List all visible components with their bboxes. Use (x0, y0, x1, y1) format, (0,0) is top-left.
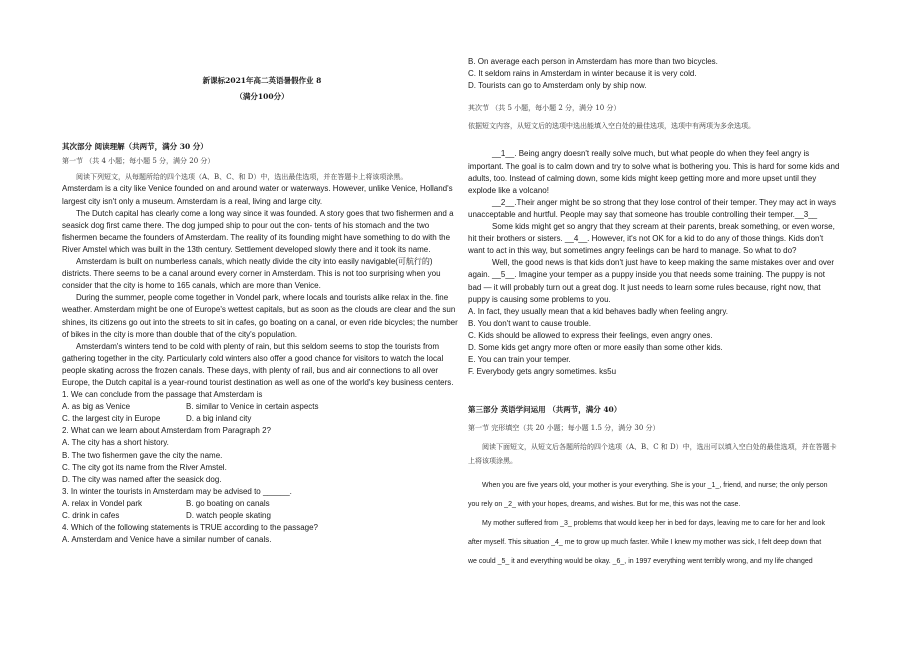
passage-paragraph: Well, the good news is that kids don't just have to keep making the same mistakes over and over again. __5__. Imagine your temper as a puppy inside you that needs some training. The puppy is not bad — it will probably turn out a great dog. It just needs to learn some rules because, right now, that puppy is causing some problems to you. (468, 258, 835, 304)
part3-heading: 第三部分 英语学问运用 （共两节，满分 40） (468, 405, 622, 415)
page-title: 新课标2021年高二英语暑假作业 8 (202, 76, 322, 85)
left-column (62, 0, 462, 546)
cloze-line: My mother suffered from _3_ problems that would keep her in bed for days, leaving me to care for her and look (482, 520, 826, 528)
answer-option: D. The city was named after the seasick dog. (62, 474, 222, 484)
right-column (468, 0, 840, 569)
answer-option: A. relax in Vondel park (62, 498, 143, 508)
score-note: （满分100分） (235, 92, 289, 102)
passage-paragraph: During the summer, people come together in Vondel park, where locals and tourists alike relax in the. fine weather. Amsterdam might be one of Europe's wettest capitals, but as soon as the clouds are clear and the sun shines, its citizens go out into the streets to sit in cafes, go boating on a canal, or even ride bicycles; the number of bikes in the city is more than double that of the city's population. (62, 293, 458, 339)
answer-option: D. Some kids get angry more often or more easily than some other kids. (468, 342, 723, 352)
answer-option: E. You can train your temper. (468, 355, 571, 365)
passage-paragraph: __2__.Their anger might be so strong that they lose control of their temper. They may act in ways unacceptable and hurtful. People may say that someone has trouble controlling their temper.__3__ (468, 197, 837, 219)
question-stem: 3. In winter the tourists in Amsterdam may be advised to ______. (62, 486, 292, 496)
answer-option: C. Kids should be allowed to express their feelings, even angry ones. (468, 330, 713, 340)
passage-paragraph: Amsterdam's winters tend to be cold with plenty of rain, but this seldom seems to stop the tourists from gathering together in the city. Particularly cold winters also offer a good chance for visitors to watch the local people skating across the frozen canals. These days, with plenty of rail, bus and air connections to all over Europe, the Dutch capital is a year-round tourist destination as well as one of the world's key business centers. (62, 341, 454, 387)
answer-option: D. Tourists can go to Amsterdam only by ship now. (468, 81, 647, 91)
passage-paragraph: Amsterdam is a city like Venice founded on and around water or waterways. However, unlike Venice, Holland's largest city isn't only a museum. Amsterdam is a real, living and large city. (62, 184, 453, 206)
cloze-line: after myself. This situation _4_ me to grow up much faster. While I knew my mother was sick, I felt deep down that (468, 539, 822, 547)
answer-option: A. as big as Venice (62, 402, 131, 412)
passage-paragraph: Some kids might get so angry that they scream at their parents, break something, or even worse, hit their brothers or sisters. __4__. However, it's not OK for a kid to do any of those things. Kids don't want to act in this way, but sometimes angry feelings can be hard to manage. So what to do? (468, 222, 835, 256)
cloze-line: When you are five years old, your mother is your everything. She is your _1_, friend, and nurse; the only person (482, 482, 828, 490)
answer-option: D. a big inland city (186, 414, 252, 424)
answer-option: A. Amsterdam and Venice have a similar number of canals. (62, 535, 272, 545)
answer-option: F. Everybody gets angry sometimes. ks5u (468, 367, 617, 377)
section1-instructions: 阅读下列短文，从每题所给的四个选项（A、B、C、和 D）中，选出最佳选项，并在答题卡上将该项涂黑。 (76, 173, 408, 182)
answer-option: B. similar to Venice in certain aspects (186, 402, 319, 412)
part3-section1-heading: 第一节 完形填空（共 20 小题；每小题 1.5 分，满分 30 分） (468, 424, 660, 433)
passage-paragraph: __1__. Being angry doesn't really solve much, but what people do when they feel angry is important. The goal is to calm down and try to solve what is bothering you. This is hard for some kids and adults, too. Instead of calming down, some kids might keep getting more and more upset until they explode like a volcano! (468, 149, 840, 195)
passage-paragraph: Amsterdam is built on numberless canals, which neatly divide the city into easily navigable(可航行的) districts. There seems to be a canal around every corner in Amsterdam. This is not too surprising when you consider that the city is home to 165 canals, which are more than Venice. (62, 257, 441, 291)
answer-option: C. It seldom rains in Amsterdam in winter because it is very cold. (468, 69, 697, 79)
answer-option: C. drink in cafes (62, 511, 120, 520)
cloze-line: we could _5_ it and everything would be okay. _6_, in 1997 everything went terribly wrong, and my life changed (468, 558, 813, 566)
answer-option: B. The two fishermen gave the city the name. (62, 450, 223, 460)
section2-heading: 其次节 （共 5 小题，每小题 2 分，满分 10 分） (468, 104, 621, 113)
cloze-line: you rely on _2_ with your hopes, dreams, and wishes. But for me, this was not the case. (468, 501, 741, 509)
section1-heading: 第一节 （共 4 小题；每小题 5 分，满分 20 分） (62, 157, 215, 166)
answer-option: C. The city got its name from the River Amstel. (62, 462, 227, 472)
section2-instructions: 依据短文内容，从短文后的选项中选出能填入空白处的最佳选项，选项中有两项为多余选项。 (468, 122, 755, 131)
answer-option: D. watch people skating (186, 511, 271, 520)
answer-option: C. the largest city in Europe (62, 414, 161, 424)
passage-paragraph: The Dutch capital has clearly come a long way since it was founded. A story goes that two fishermen and a seasick dog first came there. The dog jumped ship to pour out the con- tents of his stomach and the two fishermen became the founders of Amsterdam. The reality of its founding might have something to do with the River Amstel which was built in the 13th century. Settlement developed slowly there and it took its name. (62, 208, 454, 254)
part3-instructions: 阅读下面短文，从短文后各题所给的四个选项（A、B、C 和 D）中，选出可以填入空白处的最佳选项，并在答题卡上将该项涂黑。 (468, 443, 837, 466)
question-stem: 4. Which of the following statements is TRUE according to the passage? (62, 523, 318, 533)
part2-heading: 其次部分 阅读理解（共两节，满分 30 分） (62, 142, 208, 152)
answer-option: B. On average each person in Amsterdam has more than two bicycles. (468, 57, 718, 66)
answer-option: A. The city has a short history. (62, 438, 169, 448)
question-stem: 2. What can we learn about Amsterdam from Paragraph 2? (62, 426, 271, 436)
answer-option: B. go boating on canals (186, 498, 270, 508)
answer-option: A. In fact, they usually mean that a kid behaves badly when feeling angry. (468, 306, 729, 316)
answer-option: B. You don't want to cause trouble. (468, 318, 591, 328)
question-stem: 1. We can conclude from the passage that Amsterdam is (62, 390, 263, 400)
